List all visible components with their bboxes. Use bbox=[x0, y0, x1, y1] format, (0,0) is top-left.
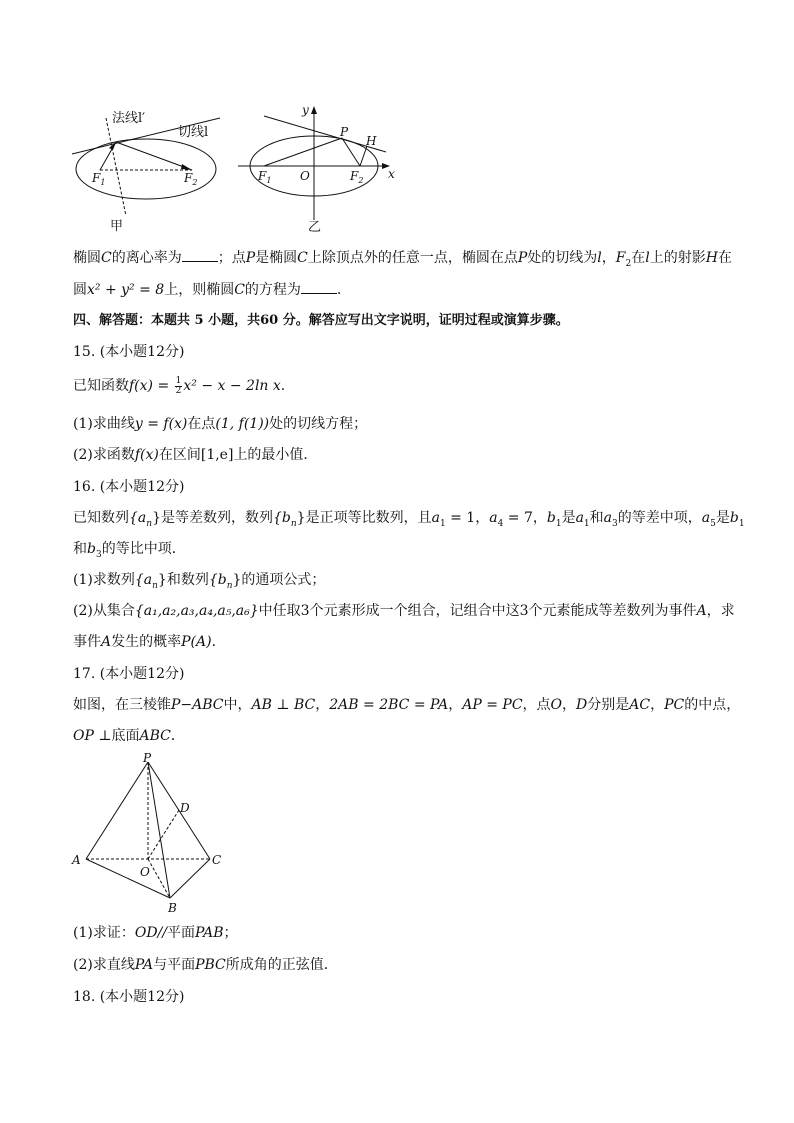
text: ，点 bbox=[522, 697, 551, 713]
text: 的中点， bbox=[684, 697, 741, 713]
text: . bbox=[280, 378, 286, 394]
text: 上，则椭圆 bbox=[164, 282, 235, 298]
fraction bbox=[175, 377, 183, 396]
figure-ellipse-normal-tangent bbox=[66, 104, 226, 234]
math: AP = PC bbox=[462, 697, 523, 713]
text: 中任取3个元素形成一个组合，记组合中这3个元素能成等差数列为事件 bbox=[258, 603, 697, 619]
math: A bbox=[696, 603, 707, 619]
text: ， bbox=[650, 697, 665, 713]
q16-stem1 bbox=[73, 508, 745, 534]
text: ， bbox=[448, 697, 463, 713]
label-y: y bbox=[302, 103, 309, 117]
subscript: 3 bbox=[612, 518, 618, 529]
label-p: P bbox=[340, 125, 349, 139]
text: 的等差中项， bbox=[617, 510, 702, 526]
math: a bbox=[489, 510, 498, 526]
math: 2AB = 2BC = PA bbox=[329, 697, 449, 713]
math: ABC bbox=[139, 728, 171, 744]
text: (1)求证： bbox=[73, 925, 135, 941]
text: 所成角的正弦值． bbox=[225, 957, 338, 973]
text: 在区间 bbox=[158, 447, 201, 463]
math: = 1 bbox=[445, 510, 476, 526]
math: F bbox=[615, 250, 626, 266]
text: 是正项等比数列，且 bbox=[305, 510, 432, 526]
math: O bbox=[550, 697, 563, 713]
figure-caption: 甲 bbox=[110, 219, 124, 234]
label-normal: 法线l′ bbox=[112, 111, 146, 126]
math: PAB bbox=[194, 925, 224, 941]
label-h: H bbox=[366, 134, 377, 148]
q14-line1 bbox=[73, 248, 732, 274]
math: b bbox=[87, 541, 96, 557]
math: C bbox=[234, 282, 245, 298]
figure-pyramid bbox=[68, 752, 228, 917]
text: ， bbox=[475, 510, 490, 526]
text: ． bbox=[170, 728, 185, 744]
text: 在 bbox=[631, 250, 646, 266]
text: 上除顶点外的任意一点，椭圆在点 bbox=[307, 250, 518, 266]
math: PC bbox=[664, 697, 685, 713]
math: D bbox=[576, 697, 588, 713]
math: A bbox=[101, 634, 112, 650]
text: 是椭圆 bbox=[255, 250, 298, 266]
text: 发生的概率 bbox=[111, 634, 182, 650]
text: ， bbox=[532, 510, 547, 526]
label-tangent: 切线l bbox=[178, 125, 209, 140]
text: 的通项公式； bbox=[241, 572, 326, 588]
math: {a bbox=[129, 510, 147, 526]
math: } bbox=[296, 510, 306, 526]
text: 是等差数列，数列 bbox=[160, 510, 273, 526]
math: = 7 bbox=[503, 510, 533, 526]
text: 处的切线为 bbox=[527, 250, 598, 266]
label-x: x bbox=[388, 167, 395, 181]
math: {b bbox=[208, 572, 227, 588]
math: P(A) bbox=[181, 634, 212, 650]
text: ；点 bbox=[217, 250, 246, 266]
math: P−ABC bbox=[171, 697, 224, 713]
subscript: 1 bbox=[583, 518, 590, 529]
math: C bbox=[297, 250, 308, 266]
subscript: 5 bbox=[710, 518, 716, 529]
q17-header: 17. (本小题12分) bbox=[73, 666, 185, 682]
math: l bbox=[645, 250, 650, 266]
math: H bbox=[705, 250, 718, 266]
q17-part1 bbox=[73, 923, 238, 943]
text: (2)求直线 bbox=[73, 957, 135, 973]
label-o: O bbox=[300, 169, 310, 183]
text: 在 bbox=[717, 250, 732, 266]
text: 底面 bbox=[111, 728, 140, 744]
denominator: 2 bbox=[175, 385, 182, 396]
subscript: 2 bbox=[625, 258, 632, 269]
text: (2)从集合 bbox=[73, 603, 135, 619]
y-axis-arrow-icon bbox=[311, 106, 317, 114]
math: b bbox=[729, 510, 739, 526]
math: OD// bbox=[134, 925, 167, 941]
text: ； bbox=[223, 925, 238, 941]
math: y = f(x) bbox=[134, 416, 188, 432]
subscript: 3 bbox=[95, 549, 102, 560]
label-f1: $F_1$ bbox=[258, 169, 272, 185]
text: 平面 bbox=[166, 925, 195, 941]
blank-1 bbox=[182, 261, 218, 262]
edge-pa bbox=[86, 762, 148, 859]
text: (1)求曲线 bbox=[73, 416, 135, 432]
subscript: 4 bbox=[497, 518, 504, 529]
text: . bbox=[336, 282, 342, 298]
edge-bc bbox=[170, 859, 210, 898]
text: 是 bbox=[715, 510, 730, 526]
arrow-head-icon bbox=[181, 164, 192, 170]
q15-part1 bbox=[73, 414, 367, 434]
math: } bbox=[232, 572, 242, 588]
math: a bbox=[431, 510, 440, 526]
text: 上的最小值． bbox=[233, 447, 318, 463]
text: 和 bbox=[73, 541, 87, 557]
math: a bbox=[701, 510, 711, 526]
label-f1: $F_1$ bbox=[92, 171, 106, 187]
normal-line bbox=[106, 118, 126, 216]
segment-p-f2 bbox=[342, 138, 360, 166]
math: b bbox=[546, 510, 556, 526]
label-d: D bbox=[180, 801, 190, 815]
math: a bbox=[575, 510, 584, 526]
math: P bbox=[517, 250, 528, 266]
label-p: P bbox=[143, 752, 152, 765]
math: x² + y² = 8 bbox=[87, 282, 165, 298]
label-b: B bbox=[168, 901, 177, 915]
text: (1)求数列 bbox=[73, 572, 135, 588]
subscript: n bbox=[226, 580, 233, 591]
ray-p-f2 bbox=[116, 142, 192, 170]
label-a: A bbox=[72, 853, 81, 867]
subscript: n bbox=[290, 518, 297, 529]
text: 如图，在三棱锥 bbox=[73, 697, 171, 713]
math: (1, f(1)) bbox=[215, 416, 270, 432]
section-heading: 四、解答题：本题共 5 小题，共60 分。解答应写出文字说明，证明过程或演算步骤。 bbox=[73, 313, 569, 328]
math: PA bbox=[134, 957, 154, 973]
math: } bbox=[157, 572, 167, 588]
math: AC bbox=[629, 697, 651, 713]
text: 和数列 bbox=[166, 572, 209, 588]
subscript: 1 bbox=[439, 518, 446, 529]
subscript: 1 bbox=[738, 518, 745, 529]
text: 的等比中项． bbox=[101, 541, 186, 557]
math: f(x) = bbox=[129, 378, 174, 394]
math: P bbox=[245, 250, 256, 266]
text: ． bbox=[211, 634, 226, 650]
figure-caption: 乙 bbox=[308, 220, 322, 235]
text: 已知数列 bbox=[73, 510, 129, 526]
text: 的离心率为 bbox=[111, 250, 182, 266]
subscript: 1 bbox=[555, 518, 562, 529]
math: AB ⊥ BC bbox=[251, 697, 316, 713]
q15-part2 bbox=[73, 445, 317, 465]
math: [1,e] bbox=[200, 447, 234, 463]
q17-part2 bbox=[73, 955, 338, 975]
q17-stem2 bbox=[73, 726, 185, 746]
math: {a₁,a₂,a₃,a₄,a₅,a₆} bbox=[134, 603, 259, 619]
math: {a bbox=[134, 572, 153, 588]
subscript: n bbox=[146, 518, 153, 529]
text: 是 bbox=[561, 510, 576, 526]
text: 的方程为 bbox=[244, 282, 301, 298]
blank-2 bbox=[301, 293, 337, 294]
figure-ellipse-projection bbox=[234, 100, 404, 235]
text: 分别是 bbox=[587, 697, 630, 713]
text: 与平面 bbox=[153, 957, 196, 973]
text: 处的切线方程； bbox=[269, 416, 368, 432]
text: 上的射影 bbox=[649, 250, 706, 266]
q18-header: 18. (本小题12分) bbox=[73, 989, 185, 1005]
math: } bbox=[152, 510, 161, 526]
text: ，求 bbox=[706, 603, 735, 619]
q16-part2-cont bbox=[73, 632, 226, 652]
text: 事件 bbox=[73, 634, 101, 650]
label-f2: $F_2$ bbox=[184, 171, 198, 187]
q16-part1 bbox=[73, 570, 325, 596]
math: l bbox=[597, 250, 602, 266]
text: 和 bbox=[589, 510, 604, 526]
text: 圆 bbox=[73, 282, 87, 298]
segment-od-hidden bbox=[148, 810, 179, 859]
text: (2)求函数 bbox=[73, 447, 135, 463]
label-f2: $F_2$ bbox=[350, 169, 364, 185]
math: PBC bbox=[195, 957, 226, 973]
q16-header: 16. (本小题12分) bbox=[73, 479, 185, 495]
q14-line2 bbox=[73, 280, 341, 300]
q16-stem2 bbox=[73, 539, 186, 565]
math: C bbox=[101, 250, 112, 266]
text: 在点 bbox=[187, 416, 216, 432]
subscript: n bbox=[152, 580, 158, 591]
text: ， bbox=[315, 697, 330, 713]
text: 已知函数 bbox=[73, 378, 129, 394]
edge-ab bbox=[86, 859, 170, 898]
math: x² − x − 2ln x bbox=[183, 378, 281, 394]
segment-f2-h bbox=[360, 146, 367, 166]
math: OP ⊥ bbox=[73, 728, 112, 744]
math: {b bbox=[272, 510, 291, 526]
numerator: 1 bbox=[175, 375, 182, 386]
q15-header: 15. (本小题12分) bbox=[73, 344, 185, 360]
q17-stem1 bbox=[73, 695, 740, 715]
text: 中， bbox=[223, 697, 252, 713]
text: ， bbox=[562, 697, 577, 713]
q15-stem bbox=[73, 376, 285, 396]
label-o: O bbox=[140, 865, 150, 879]
label-c: C bbox=[212, 853, 222, 867]
q16-part2 bbox=[73, 601, 735, 621]
text: 椭圆 bbox=[73, 250, 101, 266]
math: f(x) bbox=[134, 447, 159, 463]
math: a bbox=[603, 510, 613, 526]
text: ， bbox=[601, 250, 616, 266]
